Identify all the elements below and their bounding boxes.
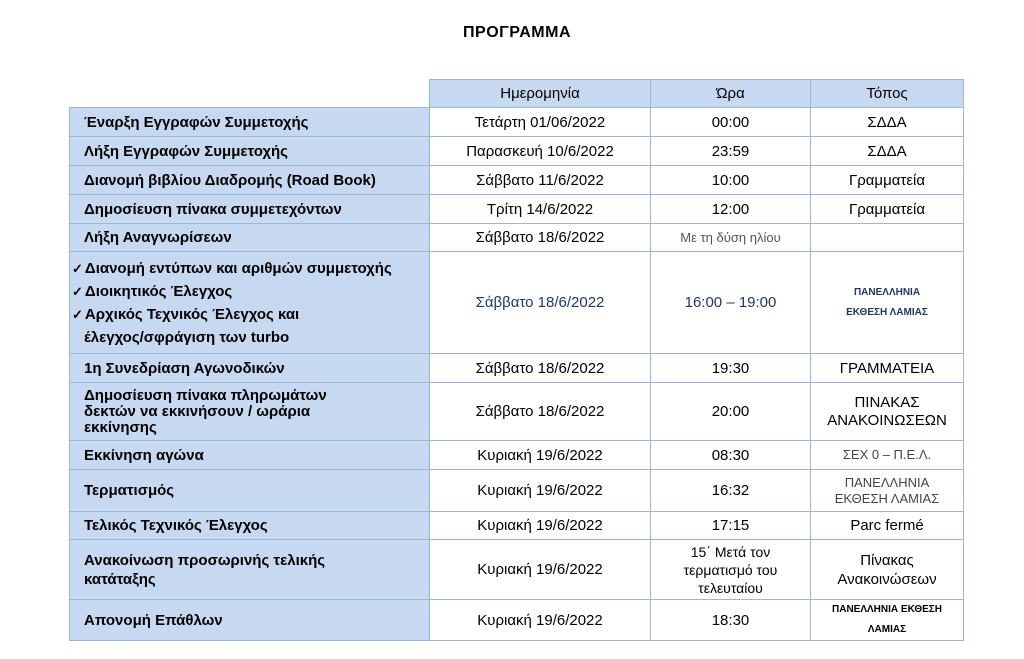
table-row bbox=[70, 224, 964, 252]
event-cell: Τερματισμός bbox=[70, 470, 430, 512]
date-cell: Σάββατο 11/6/2022 bbox=[430, 166, 651, 195]
table-row bbox=[70, 441, 964, 470]
place-cell: ΣΔΔΑ bbox=[811, 137, 964, 166]
place-cell: ΠΑΝΕΛΛΗΝΙΑ ΕΚΘΕΣΗ ΛΑΜΙΑΣ bbox=[811, 600, 964, 641]
time-cell: 08:30 bbox=[651, 441, 811, 470]
event-cell: Απονομή Επάθλων bbox=[70, 600, 430, 641]
place-cell bbox=[811, 224, 964, 252]
date-cell: Σάββατο 18/6/2022 bbox=[430, 383, 651, 441]
time-cell: Με τη δύση ηλίου bbox=[651, 224, 811, 252]
table-row bbox=[70, 383, 964, 441]
event-cell: Δημοσίευση πίνακα πληρωμάτων δεκτών να εκκινήσουν / ωράρια εκκίνησης bbox=[70, 383, 430, 441]
date-cell: Παρασκευή 10/6/2022 bbox=[430, 137, 651, 166]
table-row bbox=[70, 166, 964, 195]
event-cell: Λήξη Εγγραφών Συμμετοχής bbox=[70, 137, 430, 166]
event-cell: Έναρξη Εγγραφών Συμμετοχής bbox=[70, 108, 430, 137]
checklist-item: ✓ Διανομή εντύπων και αριθμών συμμετοχής bbox=[72, 259, 392, 277]
date-cell: Τετάρτη 01/06/2022 bbox=[430, 108, 651, 137]
place-cell: ΠΑΝΕΛΛΗΝΙΑ ΕΚΘΕΣΗ ΛΑΜΙΑΣ bbox=[811, 470, 964, 512]
time-cell: 17:15 bbox=[651, 512, 811, 540]
time-cell: 19:30 bbox=[651, 354, 811, 383]
check-mark-icon: ✓ bbox=[72, 283, 83, 299]
date-cell: Τρίτη 14/6/2022 bbox=[430, 195, 651, 224]
header-place: Τόπος bbox=[811, 80, 964, 108]
event-cell: Ανακοίνωση προσωρινής τελικής κατάταξης bbox=[70, 540, 430, 600]
event-cell: Διανομή βιβλίου Διαδρομής (Road Book) bbox=[70, 166, 430, 195]
page-title: ΠΡΟΓΡΑΜΜΑ bbox=[462, 24, 572, 41]
date-cell: Κυριακή 19/6/2022 bbox=[430, 512, 651, 540]
time-cell: 20:00 bbox=[651, 383, 811, 441]
schedule-table bbox=[69, 79, 964, 641]
time-cell: 18:30 bbox=[651, 600, 811, 641]
place-cell: Parc fermé bbox=[811, 512, 964, 540]
date-cell: Σάββατο 18/6/2022 bbox=[430, 252, 651, 354]
table-row bbox=[70, 354, 964, 383]
place-cell: ΣΕΧ 0 – Π.Ε.Λ. bbox=[811, 441, 964, 470]
checklist-item-continuation: έλεγχος/σφράγιση των turbo bbox=[84, 328, 290, 346]
event-checklist-cell bbox=[70, 252, 430, 354]
table-row bbox=[70, 512, 964, 540]
event-cell: 1η Συνεδρίαση Αγωνοδικών bbox=[70, 354, 430, 383]
date-cell: Κυριακή 19/6/2022 bbox=[430, 470, 651, 512]
check-mark-icon: ✓ bbox=[72, 306, 83, 322]
header-date: Ημερομηνία bbox=[430, 80, 651, 108]
place-cell: Πίνακας Ανακοινώσεων bbox=[811, 540, 964, 600]
place-cell: ΠΙΝΑΚΑΣ ΑΝΑΚΟΙΝΩΣΕΩΝ bbox=[811, 383, 964, 441]
place-cell: ΠΑΝΕΛΛΗΝΙΑ ΕΚΘΕΣΗ ΛΑΜΙΑΣ bbox=[811, 252, 964, 354]
checklist-item: ✓ Αρχικός Τεχνικός Έλεγχος και bbox=[72, 305, 300, 323]
time-cell: 00:00 bbox=[651, 108, 811, 137]
place-cell: Γραμματεία bbox=[811, 195, 964, 224]
table-row bbox=[70, 195, 964, 224]
table-row bbox=[70, 137, 964, 166]
date-cell: Σάββατο 18/6/2022 bbox=[430, 354, 651, 383]
table-row bbox=[70, 252, 964, 354]
table-row bbox=[70, 108, 964, 137]
check-mark-icon: ✓ bbox=[72, 260, 83, 276]
time-cell: 15΄ Μετά τον τερματισμό του τελευταίου bbox=[651, 540, 811, 600]
table-header-row bbox=[70, 80, 964, 108]
event-cell: Λήξη Αναγνωρίσεων bbox=[70, 224, 430, 252]
date-cell: Σάββατο 18/6/2022 bbox=[430, 224, 651, 252]
time-cell: 10:00 bbox=[651, 166, 811, 195]
time-cell: 12:00 bbox=[651, 195, 811, 224]
date-cell: Κυριακή 19/6/2022 bbox=[430, 540, 651, 600]
date-cell: Κυριακή 19/6/2022 bbox=[430, 600, 651, 641]
checklist-item: ✓ Διοικητικός Έλεγχος bbox=[72, 282, 233, 300]
place-cell: ΓΡΑΜΜΑΤΕΙΑ bbox=[811, 354, 964, 383]
place-cell: Γραμματεία bbox=[811, 166, 964, 195]
table-row bbox=[70, 540, 964, 600]
header-time: Ώρα bbox=[651, 80, 811, 108]
event-cell: Εκκίνηση αγώνα bbox=[70, 441, 430, 470]
place-cell: ΣΔΔΑ bbox=[811, 108, 964, 137]
time-cell: 16:00 – 19:00 bbox=[651, 252, 811, 354]
time-cell: 23:59 bbox=[651, 137, 811, 166]
table-row bbox=[70, 600, 964, 641]
event-cell: Τελικός Τεχνικός Έλεγχος bbox=[70, 512, 430, 540]
header-blank-cell bbox=[70, 80, 430, 108]
event-cell: Δημοσίευση πίνακα συμμετεχόντων bbox=[70, 195, 430, 224]
time-cell: 16:32 bbox=[651, 470, 811, 512]
table-row bbox=[70, 470, 964, 512]
date-cell: Κυριακή 19/6/2022 bbox=[430, 441, 651, 470]
